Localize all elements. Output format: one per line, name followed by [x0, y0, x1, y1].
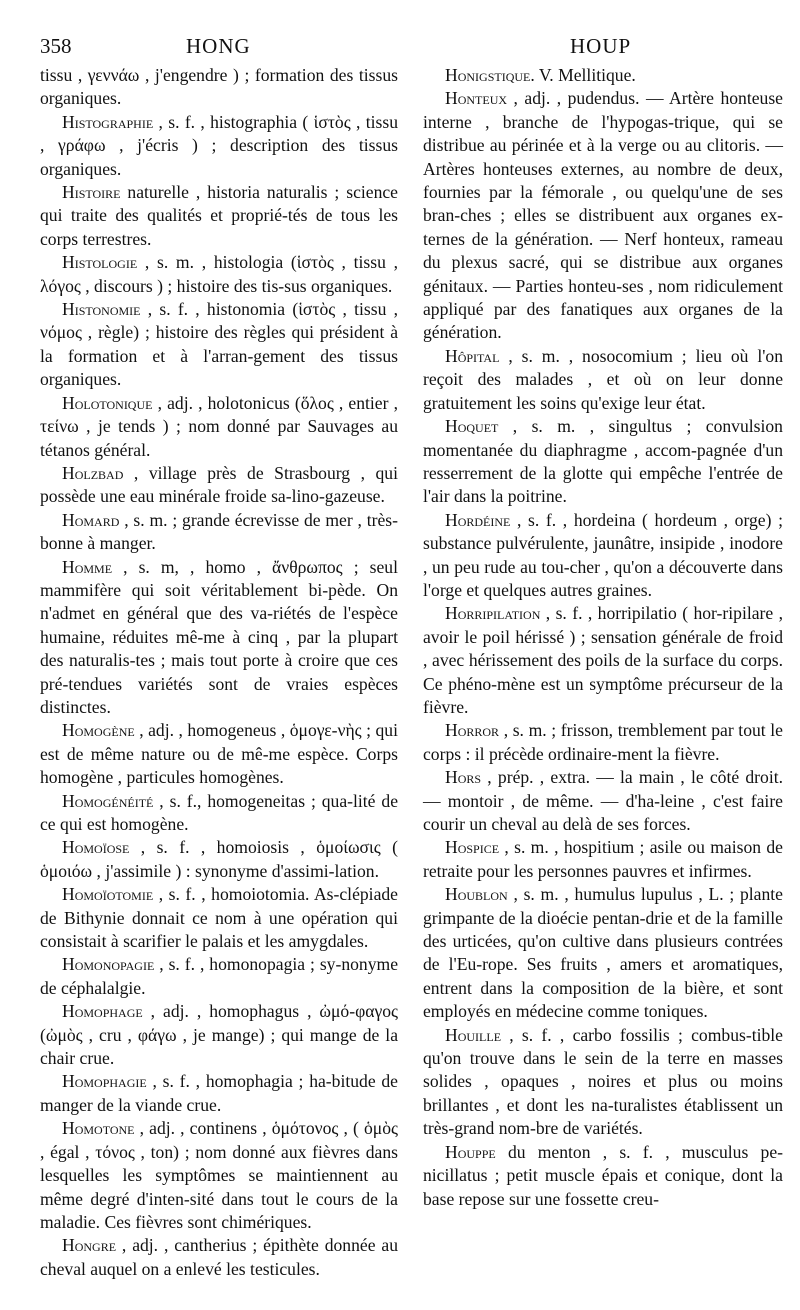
entry-text: , s. f. , histographia ( ἱστὸς , tissu , γράφω , j'écris ) ; description des tissus organiques. — [40, 111, 398, 179]
entry — [40, 1234, 398, 1281]
entry — [40, 790, 398, 837]
entry-headword: Hoquet — [445, 416, 499, 437]
entry-headword: Hongre — [62, 1235, 117, 1256]
entry — [40, 1117, 398, 1234]
right-column — [423, 64, 783, 1211]
entry-headword: Histographie — [62, 111, 154, 132]
entry-text: , s. f. , hordeina ( hordeum , orge) ; substance pulvérulente, jaunâtre, insipide , inodore , un peu rude au tou-cher , qu'on a découverte dans l'orge et quelques autres graines. — [423, 509, 783, 600]
entry-headword: Histoire — [62, 182, 121, 203]
entry-headword: Honigstique — [445, 65, 531, 85]
entry — [40, 1070, 398, 1117]
entry-text: , adj. , cantherius ; épithète donnée au cheval auquel on a enlevé les testicules. — [40, 1235, 398, 1279]
entry-text: , adj. , homophagus , ὠμό-φαγος (ὠμὸς , cru , φάγω , je mange) ; qui mange de la chair crue. — [40, 1001, 398, 1069]
entry-headword: Homard — [62, 509, 120, 530]
entry — [40, 883, 398, 953]
running-head-right: HOUP — [570, 34, 632, 58]
entry — [40, 556, 398, 720]
entry-headword: Homophage — [62, 1001, 143, 1022]
entry-text: , village près de Strasbourg , qui possède une eau minérale froide sa-lino-gazeuse. — [40, 462, 398, 507]
entry-headword: Honteux — [445, 88, 508, 109]
entry-text: , s. m, , homo , ἄνθρωπος ; seul mammifère qui soit véritablement bi-pède. On n'admet en général que des va-riétés de l'espèce humaine, réduites mê-me à cinq , par la plupart des naturalis-tes ; mais tout porte à croire que ces pré-tendues variétés sont de vraies espèces distinctes. — [40, 556, 398, 717]
entry-text: , s. f. , homonopagia ; sy-nonyme de céphalalgie. — [40, 954, 399, 998]
entry — [423, 602, 783, 719]
entry — [423, 87, 783, 344]
entry — [40, 392, 398, 462]
entry-headword: Histonomie — [62, 299, 141, 320]
entry — [40, 1000, 398, 1070]
entry-headword: Homophagie — [62, 1071, 147, 1092]
entry-text: , s. m. , humulus lupulus , L. ; plante grimpante de la dioécie pentan-drie et de la famille des urticées, qu'on cultive dans plusieurs contrées de l'Eu-rope. Ses fruits , amers et aromatiques, entrent dans la composition de la bière, et sont employés en médecine comme toniques. — [423, 884, 783, 1022]
entry-headword: Horripilation — [445, 603, 541, 624]
entry — [40, 181, 398, 251]
entry — [423, 1024, 783, 1141]
entry-text: , adj. , holotonicus (ὅλος , entier , τείνω , je tends ) ; nom donné par Sauvages au tétanos général. — [40, 392, 398, 460]
entry — [423, 883, 783, 1023]
running-head-left: HONG — [186, 34, 251, 58]
entry-text: , s. m. ; grande écrevisse de mer , très-bonne à manger. — [40, 509, 398, 554]
entry-text: , s. f. , histonomia (ἱστὸς , tissu , νόμος , règle) ; histoire des règles qui président à la formation et à l'arran-gement des tissus organiques. — [40, 299, 398, 390]
entry-headword: Horror — [445, 720, 500, 741]
entry-headword: Holzbad — [62, 462, 124, 483]
entry-text: , s. f. , carbo fossilis ; combus-tible qu'on trouve dans le sein de la terre en masses solides , opaques , noires et plus ou moins brillantes , et dont les na-turalistes établissent un très-grand nom-bre de variétés. — [423, 1024, 783, 1139]
entry-headword: Hordéine — [445, 509, 511, 530]
entry — [40, 64, 398, 111]
entry-text: tissu , γεννάω , j'engendre ) ; formation des tissus organiques. — [40, 65, 398, 109]
entry-text: , s. f. , homoiotomia. As-clépiade de Bithynie donnait ce nom à une opération qui consistait à scarifier le palais et les amygdales. — [40, 884, 398, 952]
entry-headword: Homonopagie — [62, 954, 155, 975]
entry-text: naturelle , historia naturalis ; science qui traite des qualités et proprié-tés de tous les corps terrestres. — [40, 182, 398, 249]
entry-text: du menton , s. f. , musculus pe-nicillatus ; petit muscle épais et conique, dont la base repose sur une fossette creu- — [423, 1141, 783, 1209]
entry-headword: Histologie — [62, 252, 138, 273]
entry — [423, 766, 783, 836]
page-number: 358 — [40, 34, 72, 58]
entry-headword: Houille — [445, 1024, 502, 1045]
entry — [423, 345, 783, 415]
entry-text: , s. m. , nosocomium ; lieu où l'on reçoit des malades , et où on leur donne gratuitement les soins qu'exige leur état. — [423, 345, 783, 413]
entry — [423, 719, 783, 766]
entry-text: , s. m. , singultus ; convulsion momentanée du diaphragme , accom-pagnée d'un resserrement de la glotte qui empêche l'entrée de l'air dans la poitrine. — [423, 416, 783, 507]
entry-headword: Homotone — [62, 1118, 135, 1139]
entry-text: . V. Mellitique. — [530, 65, 636, 85]
entry-headword: Houppe — [445, 1141, 496, 1162]
entry — [40, 298, 398, 392]
entry-text: , s. m. , histologia (ἱστὸς , tissu , λόγος , discours ) ; histoire des tis-sus organiques. — [40, 252, 399, 296]
entry-headword: Hospice — [445, 837, 500, 858]
entry-headword: Hôpital — [445, 345, 500, 366]
entry-headword: Homoïotomie — [62, 884, 154, 905]
entry-headword: Homme — [62, 556, 113, 577]
entry — [423, 836, 783, 883]
entry-text: , s. m. , hospitium ; asile ou maison de retraite pour les personnes pauvres et infirmes. — [423, 837, 783, 881]
entry-text: , s. m. ; frisson, tremblement par tout le corps : il précède ordinaire-ment la fièvre. — [423, 720, 783, 764]
entry-text: , adj. , homogeneus , ὁμογε-νὴς ; qui est de même nature ou de mê-me espèce. Corps homogène , particules homogènes. — [40, 720, 398, 788]
entry-headword: Homoïose — [62, 837, 130, 858]
entry — [40, 462, 398, 509]
entry-headword: Holotonique — [62, 392, 153, 413]
entry-text: , s. f. , homoiosis , ὁμοίωσις ( ὁμοιόω , j'assimile ) : synonyme d'assimi-lation. — [40, 837, 398, 881]
entry — [40, 111, 398, 181]
entry-headword: Hors — [445, 767, 482, 788]
entry — [423, 64, 783, 87]
entry — [40, 836, 398, 883]
entry — [40, 509, 398, 556]
entry-headword: Homogénéité — [62, 790, 154, 811]
entry — [40, 251, 398, 298]
entry — [423, 1141, 783, 1211]
entry-text: , s. f. , horripilatio ( hor-ripilare , avoir le poil hérissé ) ; sensation générale de froid , avec hérissement des poils de la surface du corps. Ce phéno-mène est un symptôme précurseur de la fièvre. — [423, 603, 783, 717]
entry — [40, 953, 398, 1000]
entry — [423, 509, 783, 603]
left-column — [40, 64, 398, 1281]
page-header — [0, 34, 800, 64]
entry-text: , adj. , continens , ὁμότονος , ( ὁμὸς , égal , τόνος , ton) ; nom donné aux fièvres dans lesquelles les symptômes se maintiennent au même degré d'inten-sité dans tout le cours de la maladie. Ces fièvres sont chimériques. — [40, 1118, 398, 1232]
entry-headword: Homogène — [62, 720, 135, 741]
entry — [423, 415, 783, 509]
entry-text: , s. f. , homophagia ; ha-bitude de manger de la viande crue. — [40, 1071, 398, 1115]
entry-text: , s. f., homogeneitas ; qua-lité de ce qui est homogène. — [40, 790, 398, 834]
entry-text: , prép. , extra. — la main , le côté droit. — montoir , de même. — d'ha-leine , c'est faire courir un cheval au delà de ses forces. — [423, 767, 784, 834]
entry-headword: Houblon — [445, 884, 508, 905]
entry-text: , adj. , pudendus. — Artère honteuse interne , branche de l'hypogas-trique, qui se distribue au périnée et à la verge ou au clitoris. — Artères honteuses externes, au nombre de deux, fournies par la fémorale , ou quelqu'une de ses bran-ches ; elles se distribuent aux organes ex-ternes de la génération. — Nerf honteux, rameau du plexus sacré, qui se distribue aux organes génitaux. — Parties honteu-ses , nom ridiculement appliqué par des fanatiques aux organes de la génération. — [423, 88, 783, 343]
entry — [40, 719, 398, 789]
